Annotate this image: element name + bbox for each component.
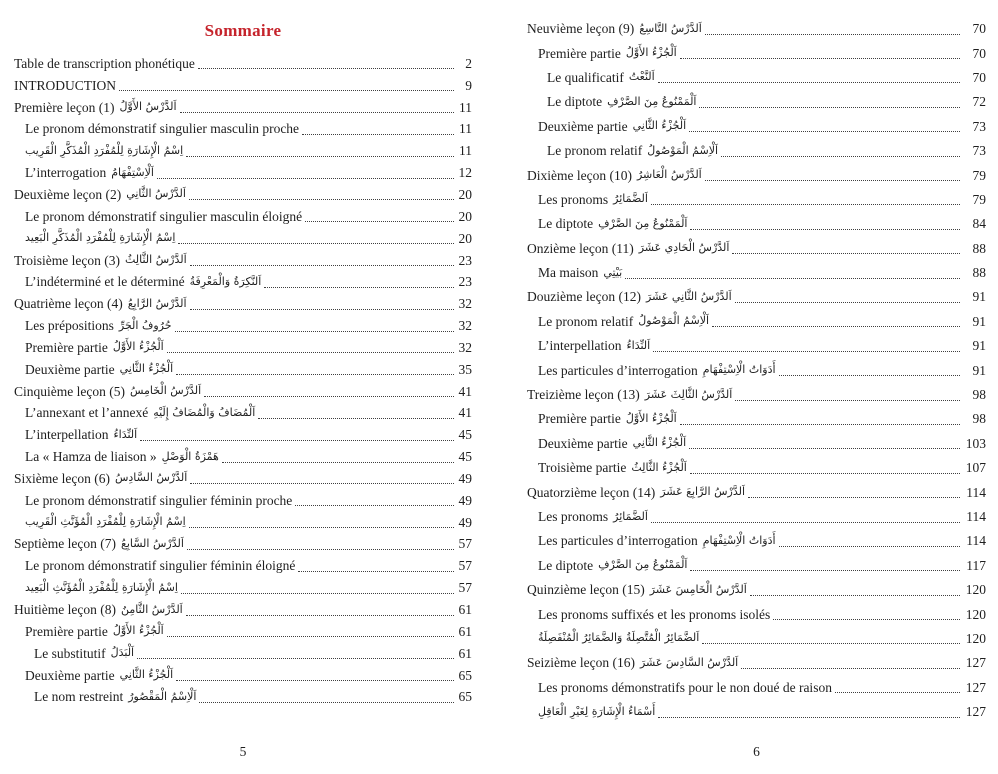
toc-entry-page-number: 32 xyxy=(458,318,472,334)
toc-entry-label: Le pronom démonstratif singulier masculin éloigné xyxy=(25,208,303,224)
toc-entry-page-number: 57 xyxy=(458,536,472,552)
toc-entry xyxy=(527,41,986,65)
toc-entry-page-number: 117 xyxy=(966,557,986,573)
toc-entry-arabic: اِسْمُ الْإِشَارَةِ لِلْمُفْرَدِ الْمُذَكَّرِ الْقَرِيب xyxy=(25,143,184,157)
toc-entry-arabic: اَلْبَدَلُ xyxy=(110,646,135,660)
toc-entry-page-number: 120 xyxy=(965,606,986,622)
toc-entry-page-number: 9 xyxy=(465,77,472,93)
toc-entry-arabic: اَلْاِسْمُ الْمَوْصُولُ xyxy=(638,314,710,328)
toc-entry xyxy=(527,676,986,700)
toc-entry-page-number: 23 xyxy=(458,274,472,290)
dot-leader xyxy=(625,268,960,279)
dot-leader xyxy=(653,341,960,352)
dot-leader xyxy=(689,438,960,449)
toc-entry-label: Le nom restreint xyxy=(34,689,124,705)
toc-entry-page-number: 11 xyxy=(459,121,472,137)
toc-entry xyxy=(527,358,986,382)
toc-entry xyxy=(527,163,986,187)
toc-entry-arabic: اَلْمَمْنُوعُ مِنَ الصَّرْفِ xyxy=(598,216,688,230)
dot-leader xyxy=(137,648,454,659)
toc-entry-arabic: اَلدَّرْسُ الثَّالِثَ عَشَرَ xyxy=(644,387,733,401)
toc-entry-arabic: اَلدَّرْسُ التَّاسِعُ xyxy=(639,21,702,35)
toc-entry-page-number: 88 xyxy=(972,265,986,281)
toc-entry xyxy=(527,627,986,651)
toc-list-left xyxy=(14,53,472,708)
toc-entry-page-number: 127 xyxy=(965,704,986,720)
dot-leader xyxy=(186,146,454,157)
toc-entry-label: Deuxième partie xyxy=(25,667,115,683)
dot-leader xyxy=(689,121,960,132)
toc-entry-page-number: 61 xyxy=(458,645,472,661)
toc-entry-label: Le pronom relatif xyxy=(547,143,643,159)
dot-leader xyxy=(773,609,960,620)
dot-leader xyxy=(190,473,454,484)
toc-entry-arabic: اَلضَّمَائِرُ الْمُتَّصِلَةُ وَالضَّمَائِرُ الْمُنْفَصِلَةُ xyxy=(538,631,700,645)
toc-entry-page-number: 98 xyxy=(972,387,986,403)
toc-entry xyxy=(527,334,986,358)
toc-entry-label: Quinzième leçon (15) xyxy=(527,582,645,598)
toc-entry-arabic: اَلْمُضَافُ وَالْمُضَافُ إِلَيْهِ xyxy=(153,405,256,419)
toc-entry xyxy=(14,490,472,512)
toc-entry xyxy=(14,75,472,97)
toc-entry xyxy=(14,577,472,599)
dot-leader xyxy=(658,707,960,718)
toc-entry-arabic: اَلدَّرْسُ السَّادِسُ xyxy=(114,471,188,485)
toc-entry-page-number: 49 xyxy=(458,514,472,530)
dot-leader xyxy=(175,321,454,332)
toc-entry-label: Le qualificatif xyxy=(547,69,624,85)
toc-entry xyxy=(14,512,472,534)
toc-entry-page-number: 88 xyxy=(972,240,986,256)
toc-entry-arabic: اَلدَّرْسُ الأَوَّلُ xyxy=(119,100,177,114)
toc-entry-page-number: 49 xyxy=(458,492,472,508)
toc-entry-label: Deuxième partie xyxy=(538,435,628,451)
toc-entry-arabic: أَسْمَاءُ الْإِشَارَةِ لِغَيْرِ الْعَاقِلِ xyxy=(538,704,656,718)
toc-entry-page-number: 11 xyxy=(459,99,472,115)
page-number-left: 5 xyxy=(239,744,247,759)
dot-leader xyxy=(264,277,454,288)
dot-leader xyxy=(298,561,454,572)
dot-leader xyxy=(748,487,960,498)
toc-entry-label: Le diptote xyxy=(538,557,594,573)
toc-entry-label: Les pronoms démonstratifs pour le non doué de raison xyxy=(538,679,832,695)
toc-entry xyxy=(14,293,472,315)
toc-entry xyxy=(527,17,986,41)
toc-list-right xyxy=(527,17,986,724)
toc-entry xyxy=(527,285,986,309)
toc-entry-page-number: 120 xyxy=(965,630,986,646)
toc-entry xyxy=(527,505,986,529)
dot-leader xyxy=(176,670,454,681)
toc-entry-label: L’interpellation xyxy=(25,427,109,443)
toc-entry-label: Les pronoms xyxy=(538,509,609,524)
toc-entry-page-number: 114 xyxy=(966,533,986,549)
toc-entry-page-number: 70 xyxy=(972,69,986,85)
toc-entry-arabic: هَمْزَةُ الْوَصْلِ xyxy=(161,449,219,463)
toc-entry-arabic: اَلدَّرْسُ الرَّابِعُ xyxy=(127,296,187,310)
dot-leader xyxy=(302,124,454,135)
toc-entry-page-number: 120 xyxy=(965,582,986,598)
toc-entry xyxy=(14,184,472,206)
dot-leader xyxy=(690,560,960,571)
toc-entry xyxy=(527,407,986,431)
toc-entry-label: Première partie xyxy=(538,411,621,427)
toc-entry-arabic: اَلنَّكِرَةُ وَالْمَعْرِفَةُ xyxy=(189,274,262,288)
dot-leader xyxy=(779,365,960,376)
dot-leader xyxy=(702,633,960,644)
dot-leader xyxy=(690,463,960,474)
toc-entry-label: Douzième leçon (12) xyxy=(527,289,641,305)
dot-leader xyxy=(140,430,454,441)
toc-entry xyxy=(14,271,472,293)
dot-leader xyxy=(658,72,960,83)
toc-entry-label: Le diptote xyxy=(538,216,594,232)
dot-leader xyxy=(204,386,454,397)
toc-entry-label: Dixième leçon (10) xyxy=(527,167,632,183)
toc-entry-arabic: بَيْتِي xyxy=(603,265,623,279)
toc-entry xyxy=(14,53,472,75)
dot-leader xyxy=(735,390,960,401)
dot-leader xyxy=(705,24,960,35)
toc-entry-label: Le substitutif xyxy=(34,645,106,661)
toc-entry xyxy=(527,66,986,90)
toc-entry xyxy=(14,424,472,446)
dot-leader xyxy=(750,585,960,596)
dot-leader xyxy=(680,414,960,425)
toc-entry-page-number: 79 xyxy=(972,191,986,207)
toc-entry-page-number: 45 xyxy=(458,427,472,443)
toc-entry xyxy=(14,119,472,141)
dot-leader xyxy=(779,536,960,547)
dot-leader xyxy=(119,80,454,91)
toc-entry-arabic: اَلضَّمَائِرُ xyxy=(613,509,648,523)
toc-entry-arabic: اَلْجُزْءُ الثَّانِي xyxy=(119,668,174,682)
toc-entry-arabic: اَلْجُزْءُ الأَوَّلُ xyxy=(625,411,677,425)
toc-entry-page-number: 2 xyxy=(465,55,472,71)
toc-entry xyxy=(14,468,472,490)
toc-entry xyxy=(527,115,986,139)
dot-leader xyxy=(187,539,454,550)
toc-entry-page-number: 41 xyxy=(458,405,472,421)
toc-entry xyxy=(527,212,986,236)
toc-entry-arabic: اَلنِّدَاءُ xyxy=(113,427,138,441)
toc-entry-label: Les particules d’interrogation xyxy=(538,533,698,549)
sommaire-title: Sommaire xyxy=(204,21,282,40)
toc-entry-label: Première partie xyxy=(538,45,621,61)
toc-entry xyxy=(14,381,472,403)
toc-entry-page-number: 79 xyxy=(972,167,986,183)
toc-entry-page-number: 61 xyxy=(458,602,472,618)
toc-entry-arabic: اِسْمُ الْإِشَارَةِ لِلْمُفْرَدِ الْمُؤَنَّثِ الْبَعِيد xyxy=(25,580,178,594)
toc-entry-label: L’interrogation xyxy=(25,165,107,181)
toc-entry-arabic: حُرُوفُ الْجَرِّ xyxy=(118,318,172,332)
toc-entry-label: Seizième leçon (16) xyxy=(527,655,635,671)
toc-entry-page-number: 70 xyxy=(972,21,986,37)
toc-entry-page-number: 98 xyxy=(972,411,986,427)
toc-entry xyxy=(14,359,472,381)
toc-entry-label: Le pronom démonstratif singulier féminin proche xyxy=(25,492,293,508)
toc-entry-arabic: اَلْمَمْنُوعُ مِنَ الصَّرْفِ xyxy=(607,94,697,108)
dot-leader xyxy=(190,255,454,266)
toc-entry xyxy=(527,261,986,285)
toc-entry-label: Septième leçon (7) xyxy=(14,536,116,552)
dot-leader xyxy=(651,194,960,205)
dot-leader xyxy=(690,219,960,230)
toc-entry xyxy=(527,578,986,602)
toc-entry-label: Deuxième leçon (2) xyxy=(14,186,122,202)
dot-leader xyxy=(295,495,454,506)
right-page xyxy=(527,0,986,774)
dot-leader xyxy=(190,299,454,310)
toc-entry-arabic: اَلْجُزْءُ الثَّانِي xyxy=(119,362,174,376)
toc-entry-arabic: اَلدَّرْسُ الثَّانِي عَشَرَ xyxy=(645,289,732,303)
toc-entry-label: L’annexant et l’annexé xyxy=(25,405,149,421)
dot-leader xyxy=(180,102,454,113)
toc-entry-page-number: 84 xyxy=(972,216,986,232)
toc-entry-page-number: 103 xyxy=(965,435,986,451)
toc-entry-arabic: اَلْجُزْءُ الثَّالِثُ xyxy=(631,460,687,474)
toc-entry-label: La « Hamza de liaison » xyxy=(25,449,157,465)
toc-entry-label: Première partie xyxy=(25,339,108,355)
left-page xyxy=(14,0,472,774)
toc-entry xyxy=(14,206,472,228)
toc-entry-arabic: اَلدَّرْسُ الرَّابِعَ عَشَرَ xyxy=(660,485,746,499)
toc-entry-label: L’interpellation xyxy=(538,338,622,354)
toc-entry xyxy=(527,237,986,261)
dot-leader xyxy=(222,452,454,463)
toc-entry-page-number: 114 xyxy=(966,484,986,500)
dot-leader xyxy=(735,292,960,303)
toc-entry-page-number: 70 xyxy=(972,45,986,61)
toc-entry-page-number: 127 xyxy=(965,655,986,671)
toc-entry xyxy=(527,700,986,724)
toc-entry-arabic: اَلْاِسْمُ الْمَوْصُولُ xyxy=(647,143,719,157)
toc-entry-label: Troisième leçon (3) xyxy=(14,252,120,268)
toc-entry-label: Troisième partie xyxy=(538,460,627,476)
toc-entry-label: INTRODUCTION xyxy=(14,77,116,93)
toc-entry-page-number: 35 xyxy=(458,361,472,377)
toc-entry-arabic: اَلدَّرْسُ الْخَامِسَ عَشَرَ xyxy=(649,582,747,596)
toc-entry-arabic: اَلدَّرْسُ الثَّانِي xyxy=(126,187,186,201)
toc-entry-label: Treizième leçon (13) xyxy=(527,387,640,403)
dot-leader xyxy=(198,58,454,69)
toc-entry xyxy=(527,480,986,504)
toc-entry-page-number: 32 xyxy=(458,339,472,355)
toc-entry-page-number: 91 xyxy=(972,362,986,378)
toc-entry xyxy=(527,139,986,163)
dot-leader xyxy=(741,658,960,669)
toc-entry-label: Deuxième partie xyxy=(25,361,115,377)
toc-entry-arabic: اَلْجُزْءُ الأَوَّلُ xyxy=(625,46,677,60)
toc-entry xyxy=(527,602,986,626)
toc-entry-label: Les prépositions xyxy=(25,318,114,334)
toc-entry-label: Première leçon (1) xyxy=(14,99,115,115)
dot-leader xyxy=(721,146,960,157)
dot-leader xyxy=(178,233,454,244)
dot-leader xyxy=(712,316,960,327)
toc-entry-arabic: اَلْجُزْءُ الأَوَّلُ xyxy=(112,340,164,354)
toc-entry-arabic: اَلدَّرْسُ الْعَاشِرُ xyxy=(636,168,702,182)
dot-leader xyxy=(186,605,454,616)
dot-leader xyxy=(189,189,454,200)
toc-entry-arabic: اَلنَّعْتُ xyxy=(628,70,655,84)
dot-leader xyxy=(732,243,960,254)
toc-entry xyxy=(14,140,472,162)
toc-entry xyxy=(14,162,472,184)
toc-entry xyxy=(14,228,472,250)
toc-entry xyxy=(14,97,472,119)
toc-entry-page-number: 127 xyxy=(965,679,986,695)
toc-entry-label: Le pronom démonstratif singulier masculin proche xyxy=(25,121,300,137)
toc-entry-arabic: اِسْمُ الْإِشَارَةِ لِلْمُفْرَدِ الْمُذَكَّرِ الْبَعِيد xyxy=(25,231,176,245)
dot-leader xyxy=(835,682,960,693)
toc-entry-label: Quatrième leçon (4) xyxy=(14,296,123,312)
toc-entry-arabic: أَدَوَاتُ الْاِسْتِفْهَامِ xyxy=(702,533,776,547)
toc-entry xyxy=(14,315,472,337)
toc-entry-label: Neuvième leçon (9) xyxy=(527,21,635,37)
toc-entry-page-number: 65 xyxy=(458,689,472,705)
dot-leader xyxy=(167,342,454,353)
dot-leader xyxy=(651,512,960,523)
toc-entry-label: Onzième leçon (11) xyxy=(527,240,634,256)
toc-entry-page-number: 45 xyxy=(458,449,472,465)
toc-entry xyxy=(527,310,986,334)
toc-entry-page-number: 20 xyxy=(458,208,472,224)
toc-entry xyxy=(14,403,472,425)
dot-leader xyxy=(258,408,454,419)
toc-entry xyxy=(14,446,472,468)
toc-entry-arabic: اَلدَّرْسُ الثَّامِنُ xyxy=(120,602,183,616)
toc-entry-page-number: 32 xyxy=(458,296,472,312)
toc-entry-arabic: اَلْجُزْءُ الثَّانِي xyxy=(632,119,687,133)
toc-entry-label: Les pronoms xyxy=(538,191,609,207)
toc-entry-arabic: اَلدَّرْسُ الثَّالِثُ xyxy=(124,253,187,267)
toc-entry-label: Le pronom relatif xyxy=(538,313,634,329)
toc-entry-page-number: 57 xyxy=(458,558,472,574)
toc-entry-page-number: 114 xyxy=(966,509,986,524)
toc-entry xyxy=(14,599,472,621)
toc-entry xyxy=(527,529,986,553)
page-number-right: 6 xyxy=(753,744,760,759)
toc-entry-label: L’indéterminé et le déterminé xyxy=(25,274,185,290)
toc-entry-page-number: 72 xyxy=(972,94,986,110)
toc-entry xyxy=(527,432,986,456)
toc-entry-label: Quatorzième leçon (14) xyxy=(527,484,656,500)
toc-entry-page-number: 91 xyxy=(972,313,986,329)
toc-entry-arabic: اَلْاِسْمُ الْمَقْصُورُ xyxy=(128,689,197,703)
toc-entry-label: Les particules d’interrogation xyxy=(538,362,698,378)
dot-leader xyxy=(680,48,960,59)
toc-entry xyxy=(14,555,472,577)
toc-entry-page-number: 11 xyxy=(459,143,472,159)
toc-entry-page-number: 61 xyxy=(458,623,472,639)
toc-entry-arabic: اَلدَّرْسُ الْخَامِسُ xyxy=(129,384,202,398)
toc-entry-page-number: 12 xyxy=(458,165,472,181)
toc-entry-label: Sixième leçon (6) xyxy=(14,470,110,486)
toc-entry xyxy=(527,651,986,675)
toc-entry-arabic: اَلْمَمْنُوعُ مِنَ الصَّرْفِ xyxy=(598,558,688,572)
toc-entry-label: Ma maison xyxy=(538,265,599,281)
dot-leader xyxy=(699,97,960,108)
toc-entry xyxy=(527,456,986,480)
toc-entry-arabic: اَلنِّدَاءُ xyxy=(626,338,651,352)
toc-entry-label: Deuxième partie xyxy=(538,118,628,134)
toc-entry-arabic: اَلدَّرْسُ السَّابِعُ xyxy=(120,536,184,550)
dot-leader xyxy=(705,170,960,181)
toc-entry-arabic: اِسْمُ الْإِشَارَةِ لِلْمُفْرَدِ الْمُؤَنَّثِ الْقَرِيب xyxy=(25,515,186,529)
dot-leader xyxy=(157,168,454,179)
toc-entry-label: Cinquième leçon (5) xyxy=(14,383,125,399)
toc-entry xyxy=(527,188,986,212)
toc-entry xyxy=(14,337,472,359)
toc-entry-page-number: 20 xyxy=(458,230,472,246)
dot-leader xyxy=(305,211,454,222)
dot-leader xyxy=(189,517,454,528)
toc-entry-arabic: اَلدَّرْسُ السَّادِسَ عَشَرَ xyxy=(639,655,739,669)
toc-entry-arabic: اَلضَّمَائِرُ xyxy=(613,192,648,206)
toc-entry xyxy=(527,383,986,407)
toc-entry xyxy=(14,250,472,272)
toc-entry-page-number: 23 xyxy=(458,252,472,268)
toc-entry-page-number: 49 xyxy=(458,470,472,486)
toc-entry-page-number: 107 xyxy=(965,460,986,476)
toc-entry xyxy=(14,686,472,708)
dot-leader xyxy=(167,626,454,637)
toc-entry-page-number: 73 xyxy=(972,143,986,159)
toc-entry-arabic: اَلْجُزْءُ الأَوَّلُ xyxy=(112,624,164,638)
dot-leader xyxy=(176,364,454,375)
toc-entry-label: Table de transcription phonétique xyxy=(14,55,195,71)
toc-entry-label: Le pronom démonstratif singulier féminin éloigné xyxy=(25,558,296,574)
toc-entry xyxy=(14,534,472,556)
toc-entry-page-number: 57 xyxy=(458,580,472,596)
toc-entry-label: Les pronoms suffixés et les pronoms isolés xyxy=(538,606,771,622)
toc-entry xyxy=(14,621,472,643)
toc-entry xyxy=(14,665,472,687)
toc-entry xyxy=(14,643,472,665)
toc-entry-arabic: اَلْجُزْءُ الثَّانِي xyxy=(632,436,687,450)
toc-entry-label: Première partie xyxy=(25,623,108,639)
dot-leader xyxy=(181,583,454,594)
dot-leader xyxy=(199,692,454,703)
toc-entry-label: Huitième leçon (8) xyxy=(14,602,116,618)
toc-entry-label: Le diptote xyxy=(547,94,603,110)
toc-entry-page-number: 73 xyxy=(972,118,986,134)
toc-entry-page-number: 91 xyxy=(972,289,986,305)
toc-entry xyxy=(527,90,986,114)
toc-entry-arabic: اَلْاِسْتِفْهَامُ xyxy=(111,165,154,179)
toc-entry-page-number: 65 xyxy=(458,667,472,683)
toc-entry-arabic: اَلدَّرْسُ الْحَادِي عَشَرَ xyxy=(638,241,730,255)
toc-entry-page-number: 20 xyxy=(458,186,472,202)
toc-entry-page-number: 91 xyxy=(972,338,986,354)
toc-entry-page-number: 41 xyxy=(458,383,472,399)
toc-entry-arabic: أَدَوَاتُ الْاِسْتِفْهَامِ xyxy=(702,363,776,377)
toc-entry xyxy=(527,554,986,578)
